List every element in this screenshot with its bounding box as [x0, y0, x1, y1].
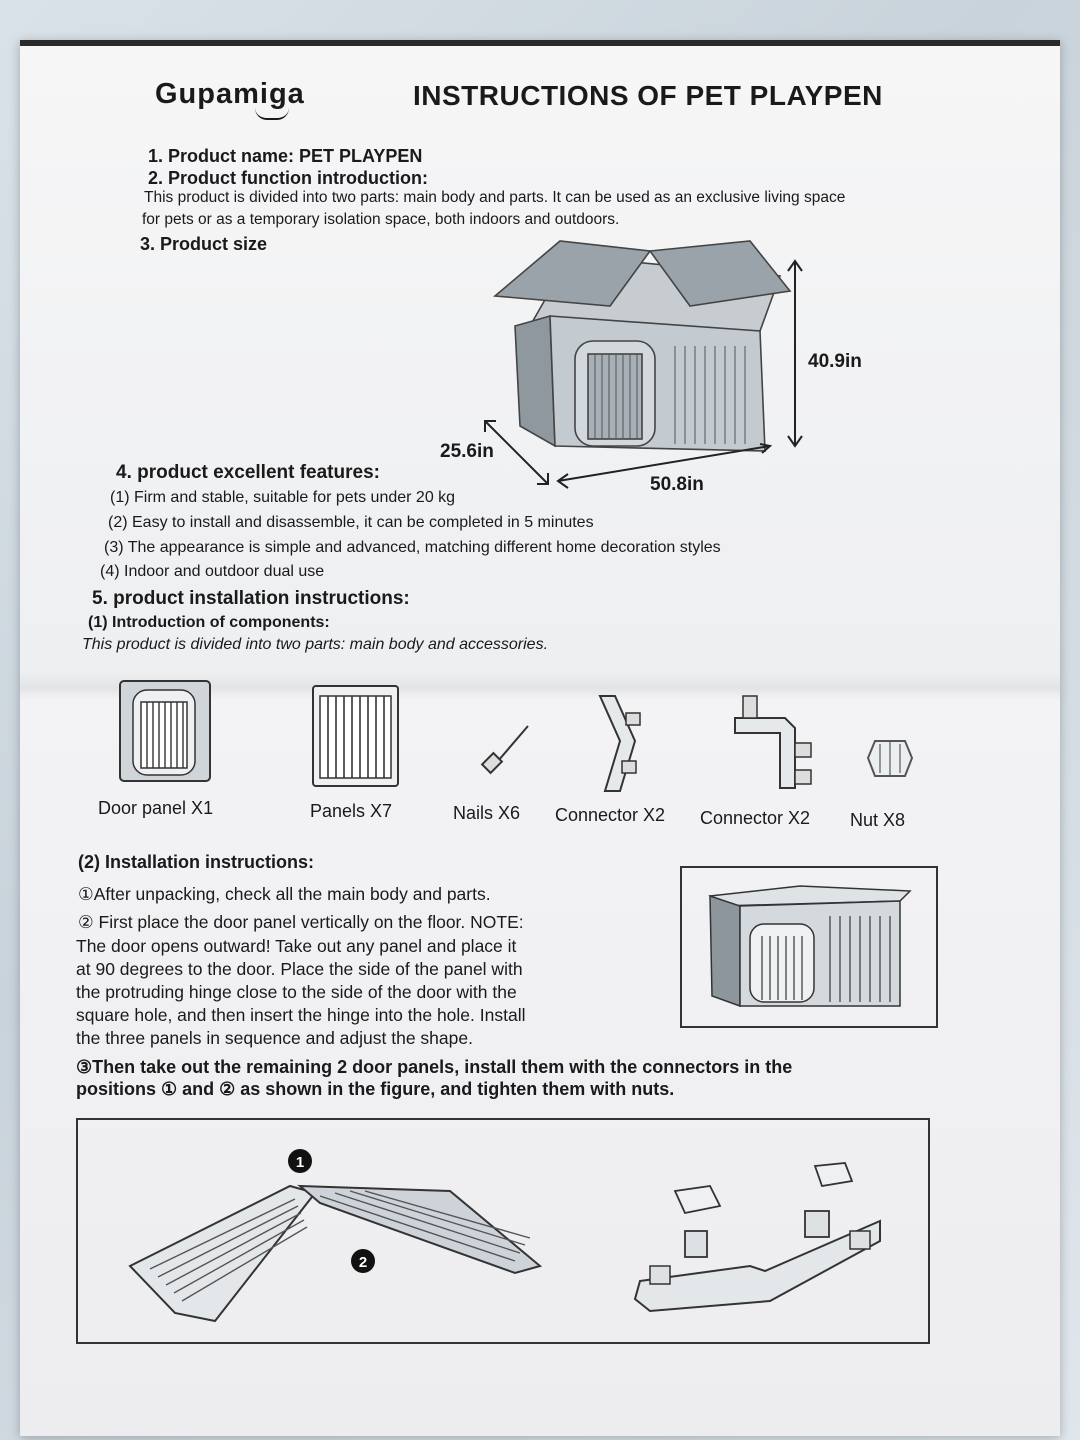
- step-3-line-2: positions ① and ② as shown in the figure, and tighten them with nuts.: [76, 1079, 675, 1099]
- marker-1: 1: [295, 1154, 305, 1171]
- marker-2: 2: [358, 1254, 368, 1271]
- brand-logo: Gupamiga: [155, 78, 305, 110]
- nut-icon: [865, 736, 915, 781]
- size-heading: 3. Product size: [140, 234, 268, 254]
- page-title: INSTRUCTIONS OF PET PLAYPEN: [413, 80, 883, 111]
- feature-4: (4) Indoor and outdoor dual use: [100, 563, 325, 580]
- install-heading: 5. product installation instructions:: [92, 588, 410, 609]
- nail-icon: [478, 721, 538, 781]
- brand-smile-mark: [255, 108, 289, 120]
- connector-straight-icon: [590, 691, 650, 796]
- step-2-line-5: square hole, and then insert the hinge into the hole. Install: [76, 1005, 526, 1025]
- dim-depth: 25.6in: [440, 441, 494, 462]
- dim-width: 50.8in: [650, 474, 704, 495]
- step-2-line-6: the three panels in sequence and adjust the shape.: [76, 1028, 473, 1048]
- connector-angle-icon: [725, 688, 815, 798]
- function-heading: 2. Product function introduction:: [148, 168, 428, 188]
- step-2-line-1: ② First place the door panel vertically on the floor. NOTE:: [78, 912, 524, 932]
- step-3-line-1: ③Then take out the remaining 2 door panels, install them with the connectors in the: [76, 1057, 793, 1077]
- instructions-heading: (2) Installation instructions:: [78, 852, 315, 872]
- connector-nuts-illustration: [630, 1161, 890, 1321]
- component-label-door-panel: Door panel X1: [98, 798, 214, 818]
- components-text: This product is divided into two parts: main body and accessories.: [82, 636, 549, 653]
- feature-2: (2) Easy to install and disassemble, it can be completed in 5 minutes: [108, 514, 594, 531]
- feature-3: (3) The appearance is simple and advanced, matching different home decoration styles: [104, 539, 721, 556]
- step-1: ①After unpacking, check all the main body and parts.: [78, 884, 491, 904]
- door-panel-icon: [115, 676, 215, 786]
- dim-height: 40.9in: [808, 351, 862, 372]
- function-text-2: for pets or as a temporary isolation space, both indoors and outdoors.: [142, 211, 620, 228]
- component-label-panels: Panels X7: [310, 801, 393, 821]
- component-label-nut: Nut X8: [850, 810, 906, 830]
- feature-1: (1) Firm and stable, suitable for pets under 20 kg: [110, 489, 456, 506]
- instruction-sheet: [20, 40, 1060, 1436]
- component-label-connector-1: Connector X2: [555, 805, 666, 825]
- panel-icon: [308, 681, 403, 791]
- assembled-pen-illustration: [700, 876, 920, 1016]
- step-2-line-3: at 90 degrees to the door. Place the side of the panel with: [76, 959, 523, 979]
- function-text-1: This product is divided into two parts: main body and parts. It can be used as an exclusive living space: [144, 189, 846, 206]
- features-heading: 4. product excellent features:: [116, 462, 380, 483]
- components-heading: (1) Introduction of components:: [88, 614, 330, 631]
- dimension-arrows: [470, 246, 830, 506]
- step-2-line-4: the protruding hinge close to the side of the door with the: [76, 982, 517, 1002]
- product-name: 1. Product name: PET PLAYPEN: [148, 146, 423, 166]
- panels-connection-illustration: [120, 1141, 560, 1331]
- component-label-connector-2: Connector X2: [700, 808, 811, 828]
- component-label-nails: Nails X6: [453, 803, 521, 823]
- step-2-line-2: The door opens outward! Take out any panel and place it: [76, 936, 517, 956]
